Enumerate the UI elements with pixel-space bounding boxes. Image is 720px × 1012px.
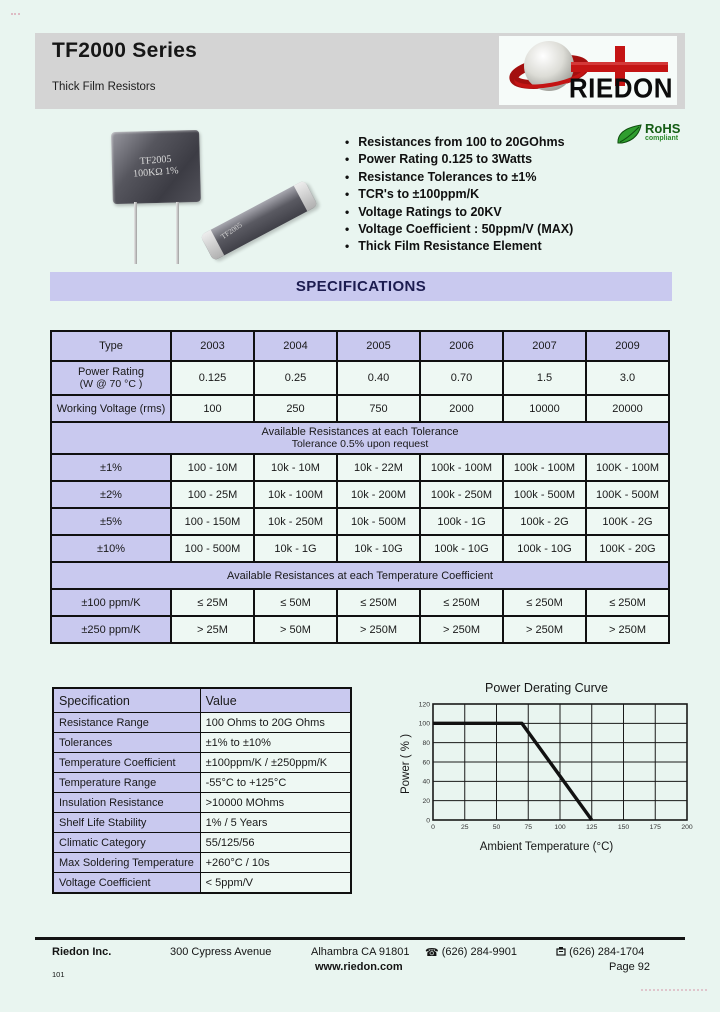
tolerance-cell: 10k - 22M [337,454,420,481]
derating-curve-line [433,723,592,820]
spec-value-cell: >10000 MOhms [200,793,351,813]
resistor-marking: TF2005 [219,220,244,242]
tolerance-cell: 10k - 1G [254,535,337,562]
rohs-subtitle: compliant [645,135,679,142]
tcr-cell: ≤ 50M [254,589,337,616]
tolerance-cell: 10k - 250M [254,508,337,535]
tolerance-row-label: ±2% [51,481,171,508]
specifications-table [50,330,670,644]
footer-fax-number: (626) 284-1704 [569,946,645,958]
footer-doc-code: 101 [52,970,65,979]
power-rating-cell: 1.5 [503,361,586,395]
tcr-cell: ≤ 250M [337,589,420,616]
footer-page-number: Page 92 [609,961,650,973]
tolerance-cell: 10k - 10M [254,454,337,481]
resistor-photo-flat [200,180,318,261]
working-voltage-cell: 100 [171,395,254,422]
spec-value-cell: ±1% to ±10% [200,733,351,753]
feature-bullet: • Power Rating 0.125 to 3Watts [345,151,630,168]
power-rating-cell: 0.125 [171,361,254,395]
footer-city: Alhambra CA 91801 [311,946,410,958]
tolerance-cell: 10k - 500M [337,508,420,535]
spec-name-cell: Voltage Coefficient [53,873,200,894]
spec-value-cell: < 5ppm/V [200,873,351,894]
power-rating-cell: 0.40 [337,361,420,395]
tolerance-cell: 100k - 10G [503,535,586,562]
tolerance-cell: 100 - 25M [171,481,254,508]
power-derating-chart [393,681,700,871]
tolerance-row-label: ±10% [51,535,171,562]
feature-bullet: • Resistance Tolerances to ±1% [345,169,630,186]
tolerance-section-header: Available Resistances at each Tolerance Tolerance 0.5% upon request [51,422,669,454]
feature-bullet-list [345,134,630,256]
chart-x-axis-label: Ambient Temperature (°C) [479,841,614,853]
spec-name-cell: Resistance Range [53,713,200,733]
phone-icon: ☎ [425,946,439,959]
feature-bullet: • Voltage Coefficient : 50ppm/V (MAX) [345,221,630,238]
chart-tick-label: 175 [649,824,661,831]
chart-tick-label: 40 [422,778,430,786]
tolerance-cell: 100K - 100M [586,454,669,481]
tolerance-cell: 10k - 10G [337,535,420,562]
tcr-section-header: Available Resistances at each Temperature Coefficient [51,562,669,589]
header-band [35,33,685,109]
tolerance-cell: 100k - 250M [420,481,503,508]
working-voltage-cell: 250 [254,395,337,422]
resistor-lead [134,202,137,264]
resistor-lead [176,202,179,264]
tolerance-cell: 100k - 100M [420,454,503,481]
page-title: TF2000 Series [52,39,198,62]
working-voltage-cell: 20000 [586,395,669,422]
company-logo [499,36,677,105]
spec-value-cell: 55/125/56 [200,833,351,853]
chart-tick-label: 120 [418,701,430,709]
feature-bullet: • Thick Film Resistance Element [345,238,630,255]
working-voltage-cell: 2000 [420,395,503,422]
tolerance-row-label: ±5% [51,508,171,535]
footer-company: Riedon Inc. [52,946,112,958]
type-column-header: 2006 [420,331,503,361]
tolerance-cell: 100k - 500M [503,481,586,508]
tolerance-cell: 100k - 2G [503,508,586,535]
feature-bullet: • Resistances from 100 to 20GOhms [345,134,630,151]
power-rating-cell: 0.70 [420,361,503,395]
tcr-cell: ≤ 25M [171,589,254,616]
power-rating-cell: 3.0 [586,361,669,395]
feature-bullet: • Voltage Ratings to 20KV [345,204,630,221]
tcr-cell: > 250M [420,616,503,643]
tolerance-cell: 100k - 1G [420,508,503,535]
chart-y-axis-label: Power ( % ) [400,733,412,795]
spec-value-table [52,687,352,894]
tcr-row-label: ±250 ppm/K [51,616,171,643]
tolerance-cell: 100K - 20G [586,535,669,562]
tolerance-cell: 100k - 10G [420,535,503,562]
spec-value-cell: ±100ppm/K / ±250ppm/K [200,753,351,773]
tolerance-cell: 100 - 500M [171,535,254,562]
spec-name-cell: Temperature Coefficient [53,753,200,773]
footer-website: www.riedon.com [315,961,403,973]
tolerance-cell: 10k - 100M [254,481,337,508]
resistor-photo-radial [111,130,201,204]
chart-plot-area [401,698,693,840]
tolerance-cell: 100K - 2G [586,508,669,535]
chart-tick-label: 0 [426,817,430,825]
tolerance-cell: 100k - 100M [503,454,586,481]
type-column-header: 2004 [254,331,337,361]
brand-wordmark: RIEDON [568,72,673,104]
chart-tick-label: 80 [422,740,430,748]
type-column-header: 2007 [503,331,586,361]
type-column-header: 2009 [586,331,669,361]
chart-tick-label: 60 [422,759,430,767]
footer-phone [425,946,517,959]
type-row-label: Type [51,331,171,361]
chart-tick-label: 200 [681,824,693,831]
spec-column-header: Specification [53,688,200,713]
chart-title: Power Derating Curve [485,681,608,695]
chart-tick-label: 150 [617,824,630,831]
chart-tick-label: 20 [422,798,430,806]
watermark-artifact [641,989,707,993]
tcr-cell: ≤ 250M [503,589,586,616]
spec-name-cell: Shelf Life Stability [53,813,200,833]
leaf-icon [616,122,643,147]
tolerance-cell: 100 - 10M [171,454,254,481]
tcr-cell: > 250M [337,616,420,643]
tcr-cell: > 250M [503,616,586,643]
feature-bullet: • TCR's to ±100ppm/K [345,186,630,203]
type-column-header: 2005 [337,331,420,361]
footer-rule [35,937,685,940]
spec-name-cell: Climatic Category [53,833,200,853]
footer-address: 300 Cypress Avenue [170,946,272,958]
chart-tick-label: 0 [431,824,435,831]
spec-name-cell: Tolerances [53,733,200,753]
fax-icon [556,946,566,956]
chart-tick-label: 25 [460,824,469,831]
power-rating-label: Power Rating (W @ 70 °C ) [51,361,171,395]
value-column-header: Value [200,688,351,713]
working-voltage-label: Working Voltage (rms) [51,395,171,422]
rohs-badge [616,122,688,147]
tcr-cell: ≤ 250M [586,589,669,616]
spec-name-cell: Temperature Range [53,773,200,793]
chart-tick-label: 75 [524,824,533,831]
tolerance-cell: 100 - 150M [171,508,254,535]
working-voltage-cell: 10000 [503,395,586,422]
tolerance-cell: 10k - 200M [337,481,420,508]
resistor-marking-line2: 100KΩ 1% [133,165,180,180]
spec-value-cell: 100 Ohms to 20G Ohms [200,713,351,733]
resistor-marking-line1: TF2005 [139,153,173,168]
rohs-title: RoHS [645,121,681,136]
tcr-row-label: ±100 ppm/K [51,589,171,616]
tcr-cell: > 50M [254,616,337,643]
type-column-header: 2003 [171,331,254,361]
chart-tick-label: 125 [586,824,598,831]
tolerance-cell: 100K - 500M [586,481,669,508]
tcr-cell: > 25M [171,616,254,643]
spec-name-cell: Insulation Resistance [53,793,200,813]
tcr-cell: > 250M [586,616,669,643]
spec-value-cell: -55°C to +125°C [200,773,351,793]
working-voltage-cell: 750 [337,395,420,422]
page-subtitle: Thick Film Resistors [52,81,156,93]
tolerance-row-label: ±1% [51,454,171,481]
chart-tick-label: 100 [418,720,430,728]
chart-tick-label: 50 [492,824,501,831]
spec-name-cell: Max Soldering Temperature [53,853,200,873]
watermark-artifact [11,13,20,17]
specifications-banner: SPECIFICATIONS [50,272,672,301]
footer-fax [556,946,644,958]
spec-value-cell: 1% / 5 Years [200,813,351,833]
footer-phone-number: (626) 284-9901 [441,946,517,958]
resistor-end-cap [294,180,318,211]
power-rating-cell: 0.25 [254,361,337,395]
chart-tick-label: 100 [554,824,566,831]
tcr-cell: ≤ 250M [420,589,503,616]
spec-value-cell: +260°C / 10s [200,853,351,873]
